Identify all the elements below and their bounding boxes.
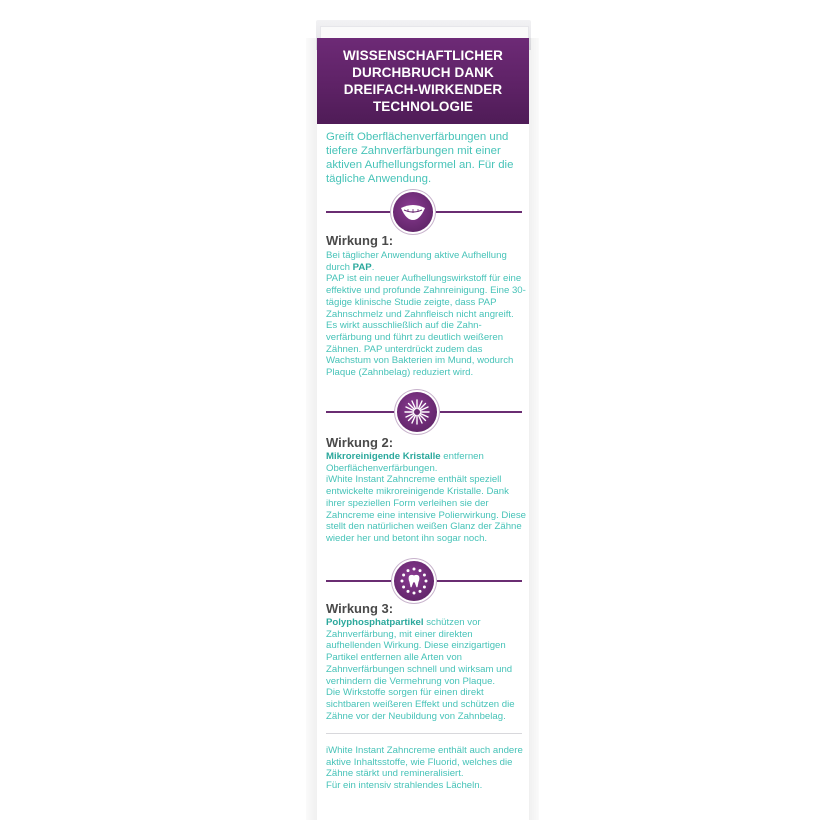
- tooth-icon: [394, 561, 434, 601]
- footer-tagline: Für ein intensiv strahlendes Lächeln.: [326, 780, 483, 792]
- highlight-term: Mikroreinigende Kristalle: [326, 451, 441, 462]
- package-edge-left: [306, 38, 317, 820]
- section-heading: Wirkung 3:: [326, 601, 394, 616]
- section-heading: Wirkung 2:: [326, 435, 394, 450]
- crystal-icon: [397, 392, 437, 432]
- footer-paragraph: iWhite Instant Zahncreme enthält auch andere aktive Inhaltsstoffe, wie Fluorid, welches die Zähne stärkt und remineralisiert.: [326, 745, 523, 780]
- banner-line: TECHNOLOGIE: [372, 99, 474, 114]
- banner-line: DURCHBRUCH DANK: [352, 65, 494, 80]
- banner-line: DREIFACH-WIRKENDER: [343, 82, 503, 97]
- highlight-term: PAP: [352, 261, 372, 273]
- banner-line: WISSENSCHAFTLICHER: [342, 48, 504, 63]
- footer-divider: [326, 733, 522, 734]
- package-edge-right: [529, 38, 539, 820]
- section-body: Mikroreinigende Kristalle entfernen Oberflächenverfärbungen. iWhite Instant Zahncreme enthält speziell entwickelte mikroreinigende Kristalle. Dank ihrer speziellen Form verleihen sie der Zahncreme eine intensive Polierwirkung. Diese stellt den natürlichen weißen Glanz der Zähne wieder her und betont ihn sogar noch.: [326, 451, 526, 544]
- section-body: Bei täglicher Anwendung aktive Aufhellung durch PAP. PAP ist ein neuer Aufhellungswirkstoff für eine effektive und profunde Zahnreinigung. Eine 30-tägige klinische Studie zeigte, dass PAP Zahnschmelz und Zahnfleisch nicht angreift. Es wirkt ausschließlich auf die Zahn-verfärbung und führt zu deutlich weißeren Zähnen. PAP unterdrückt zudem das Wachstum von Bakterien im Mund, wodurch Plaque (Zahnbelag) reduziert wird.: [326, 250, 526, 379]
- smile-icon: [393, 192, 433, 232]
- section-paragraph: iWhite Instant Zahncreme enthält speziell entwickelte mikroreinigende Kristalle. Dank ihrer speziellen Form verleihen sie der Zahncreme eine intensive Polierwirkung. Diese stellt den natürlichen weißen Glanz der Zähne wieder her und betont ihn sogar noch.: [326, 474, 526, 544]
- intro-text: Greift Oberflächenverfärbungen und tiefere Zahnverfärbungen mit einer aktiven Aufhellungsformel an. Für die tägliche Anwendung.: [326, 131, 514, 185]
- highlight-term: Polyphosphatpartikel: [326, 617, 424, 628]
- section-paragraph: Die Wirkstoffe sorgen für einen direkt sichtbaren weißeren Effekt und schützen die Zähne vor der Neubildung von Zahnbelag.: [326, 687, 515, 722]
- section-paragraph: PAP ist ein neuer Aufhellungswirkstoff für eine effektive und profunde Zahnreinigung. Eine 30-tägige klinische Studie zeigte, dass PAP Zahnschmelz und Zahnfleisch nicht angreift. Es wirkt ausschließlich auf die Zahn-verfärbung und führt zu deutlich weißeren Zähnen. PAP unterdrückt zudem das Wachstum von Bakterien im Mund, wodurch Plaque (Zahnbelag) reduziert wird.: [326, 273, 526, 379]
- section-heading: Wirkung 1:: [326, 233, 394, 248]
- footer-text: [326, 745, 526, 792]
- section-body: Polyphosphatpartikel schützen vor Zahnverfärbung, mit einer direkten aufhellenden Wirkung. Diese einzigartigen Partikel entfernen alle Arten von Zahnverfärbungen schnell und wirksam und verhindern die Vermehrung von Plaque. Die Wirkstoffe sorgen für einen direkt sichtbaren weißeren Effekt und schützen die Zähne vor der Neubildung von Zahnbelag.: [326, 617, 526, 722]
- headline-banner: [317, 38, 529, 124]
